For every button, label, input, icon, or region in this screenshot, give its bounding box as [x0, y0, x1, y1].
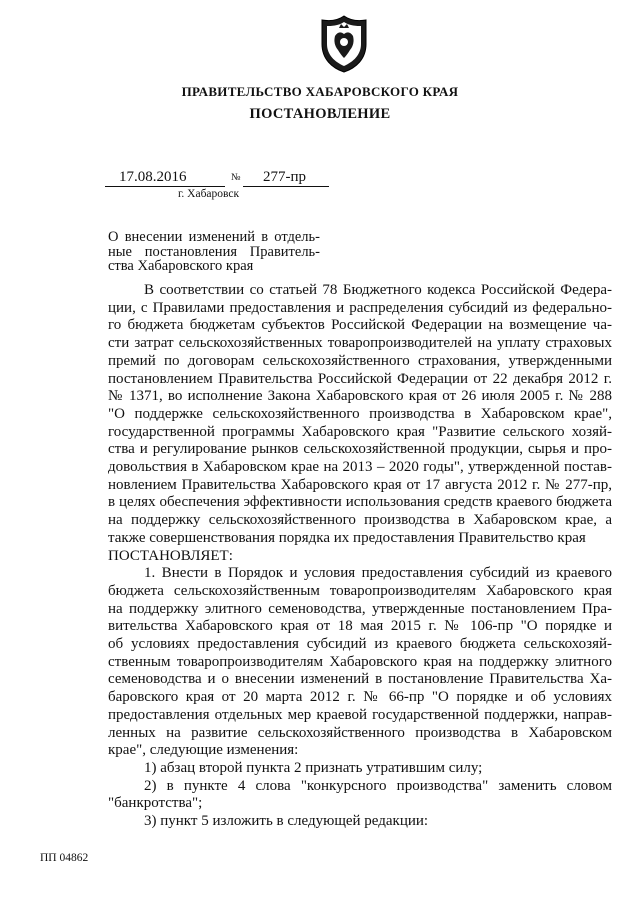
document-code: ПП 04862: [40, 852, 89, 864]
body-line: ПОСТАНОВЛЯЕТ:: [108, 547, 233, 564]
body-line: семеноводства и о внесении изменений в постановление Правительства Ха-: [108, 671, 612, 688]
document-date: 17.08.2016: [105, 168, 225, 187]
body-line: "банкротства";: [108, 795, 203, 812]
body-line: ственным товаропроизводителям Хабаровского края на поддержку элитного: [108, 653, 612, 670]
body-line: 1. Внести в Порядок и условия предоставления субсидий из краевого: [144, 565, 612, 582]
body-line: на поддержку сельскохозяйственного производства в Хабаровском крае, а: [108, 512, 612, 529]
body-line: № 1371, во исполнение Закона Хабаровского края от 26 июля 2005 г. № 288: [108, 388, 612, 405]
body-line: в целях обеспечения эффективности использования средств краевого бюджета: [108, 494, 612, 511]
body-line: крае", следующие изменения:: [108, 742, 299, 759]
body-line: на поддержку элитного семеноводства, утвержденные постановлением Пра-: [108, 600, 612, 617]
number-sign: №: [231, 172, 241, 183]
body-line: довольствия в Хабаровском крае на 2013 – 2020 годы", утвержденной постав-: [108, 459, 612, 476]
body-line: предоставления отдельных мер краевой государственной поддержки, направ-: [108, 706, 612, 723]
document-city: г. Хабаровск: [178, 188, 240, 200]
body-line: ства и регулирование рынков сельскохозяйственной продукции, сырья и про-: [108, 441, 612, 458]
body-line: сти затрат сельскохозяйственных товаропроизводителей на уплату страховых: [108, 335, 612, 352]
coat-of-arms-emblem: [319, 14, 369, 74]
body-line: об условиях предоставления субсидий из краевого бюджета сельскохозяй-: [108, 636, 612, 653]
body-line: вительства Хабаровского края от 18 мая 2015 г. № 106-пр "О порядке и: [108, 618, 612, 635]
body-line: 3) пункт 5 изложить в следующей редакции:: [144, 813, 429, 830]
body-line: баровского края от 20 марта 2012 г. № 66-пр "О порядке и об условиях: [108, 689, 612, 706]
subject-line: ства Хабаровского края: [108, 258, 254, 274]
document-type: ПОСТАНОВЛЕНИЕ: [249, 106, 391, 122]
body-line: постановлением Правительства Российской Федерации от 22 декабря 2012 г.: [108, 370, 612, 387]
subject-line: О внесении изменений в отдель-: [108, 229, 320, 245]
body-line: 2) в пункте 4 слова "конкурсного производства" заменить словом: [144, 777, 612, 794]
document-subject: [108, 230, 320, 274]
body-line: также совершенствования порядка их предоставления Правительство края: [108, 529, 586, 546]
body-line: В соответствии со статьей 78 Бюджетного кодекса Российской Федера-: [144, 282, 612, 298]
body-line: 1) абзац второй пункта 2 признать утратившим силу;: [144, 759, 483, 776]
body-line: го бюджета бюджетам субъектов Российской Федерации на возмещение ча-: [108, 317, 612, 334]
document-number: 277-пр: [243, 168, 329, 187]
body-line: новлением Правительства Хабаровского края от 17 августа 2012 г. № 277-пр,: [108, 476, 612, 493]
subject-line: ные постановления Правитель-: [108, 243, 320, 260]
organization-title: ПРАВИТЕЛЬСТВО ХАБАРОВСКОГО КРАЯ: [181, 84, 459, 99]
body-line: ции, с Правилами предоставления и распределения субсидий из федерально-: [108, 299, 612, 316]
body-line: государственной программы Хабаровского края "Развитие сельского хозяй-: [108, 423, 612, 440]
body-line: премий по договорам сельскохозяйственного страхования, утвержденными: [108, 352, 612, 369]
body-line: бюджета сельскохозяйственным товаропроизводителям Хабаровского края: [108, 582, 612, 599]
body-line: "О поддержке сельскохозяйственного производства в Хабаровском крае",: [108, 405, 612, 422]
document-body: [108, 282, 612, 831]
body-line: ленных на развитие сельскохозяйственного производства в Хабаровском: [108, 724, 612, 741]
